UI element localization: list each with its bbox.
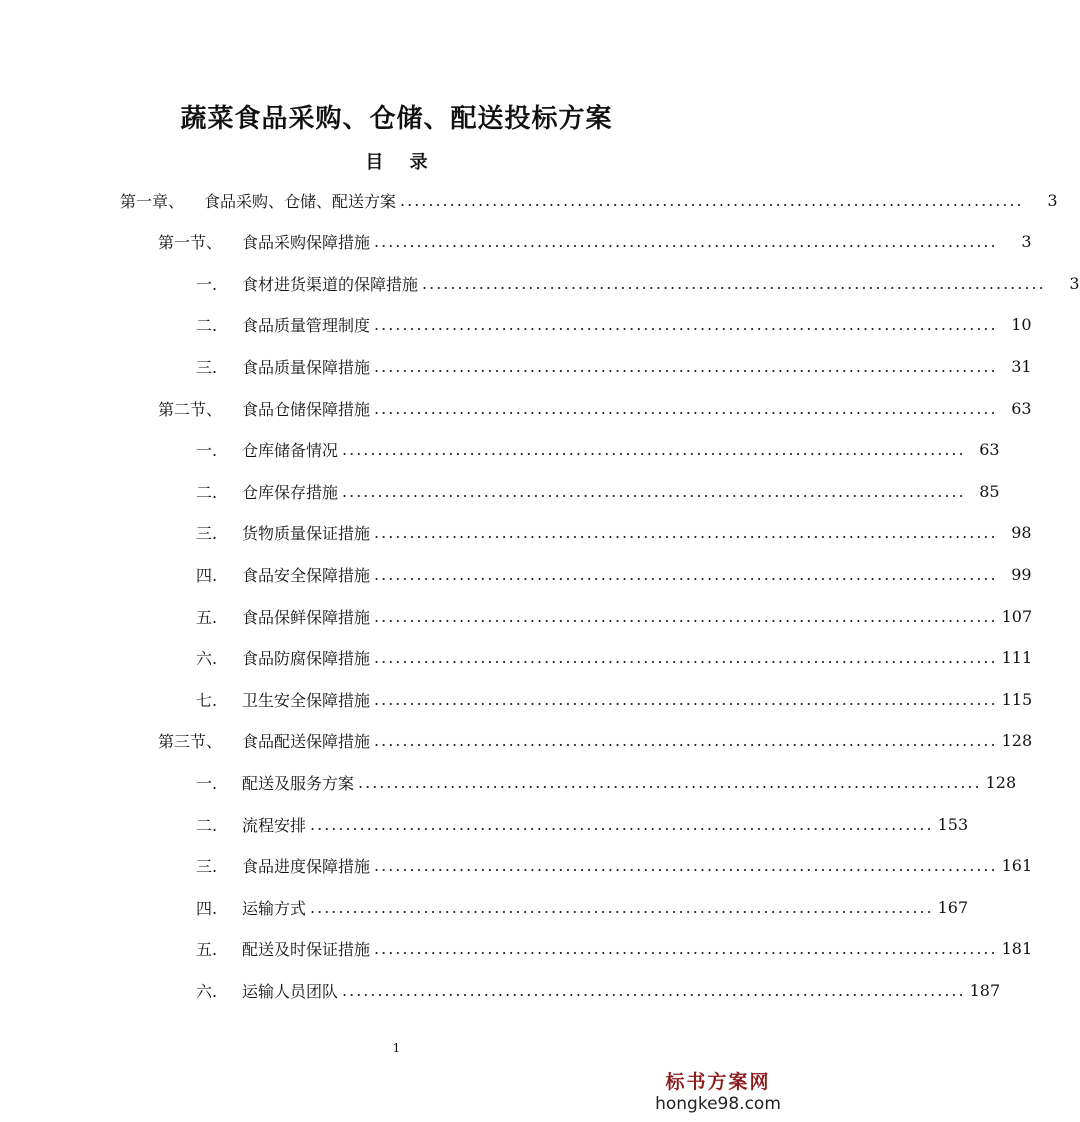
toc-entry-page: 3 (1021, 232, 1032, 252)
document-title: 蔬菜食品采购、仓储、配送投标方案 (180, 104, 613, 134)
toc-leader-dots: ........................................................................................ (342, 481, 966, 501)
toc-entry-label: 货物质量保证措施 (242, 524, 371, 544)
toc-leader-dots: ........................................................................................ (374, 648, 998, 668)
toc-entry-label: 食材进货渠道的保障措施 (242, 274, 419, 294)
toc-entry-label: 食品配送保障措施 (242, 732, 371, 752)
toc-entry-label: 仓库保存措施 (242, 482, 339, 502)
toc-entry-item[interactable] (196, 809, 969, 839)
toc-entry-page: 128 (1001, 731, 1033, 751)
toc-entry-item[interactable] (196, 268, 1080, 298)
toc-entry-item[interactable] (196, 476, 1000, 506)
toc-entry-number: 二. (196, 316, 218, 336)
toc-entry-page: 63 (1011, 398, 1032, 418)
toc-entry-item[interactable] (196, 518, 1032, 548)
site-watermark (653, 1067, 783, 1114)
toc-entry-label: 食品质量保障措施 (242, 357, 371, 377)
toc-entry-item[interactable] (196, 310, 1032, 340)
toc-entry-label: 流程安排 (242, 815, 307, 835)
toc-leader-dots: ........................................................................................ (374, 564, 998, 584)
toc-leader-dots: ........................................................................................ (374, 606, 998, 626)
toc-leader-dots: ........................................................................................ (358, 772, 982, 792)
toc-leader-dots: ........................................................................................ (310, 814, 934, 834)
toc-heading: 目 录 (365, 152, 428, 173)
toc-entry-page: 99 (1011, 564, 1032, 584)
toc-entry-page: 107 (1001, 606, 1033, 626)
toc-entry-label: 食品采购保障措施 (242, 233, 371, 253)
toc-leader-dots: ........................................................................................ (374, 689, 998, 709)
toc-entry-page: 3 (1069, 273, 1080, 293)
toc-entry-item[interactable] (196, 643, 1033, 673)
toc-entry-page: 161 (1001, 856, 1033, 876)
toc-entry-number: 七. (196, 690, 218, 710)
toc-entry-item[interactable] (196, 559, 1032, 589)
toc-leader-dots: ........................................................................................ (342, 440, 966, 460)
toc-leader-dots: ........................................................................................ (374, 398, 998, 418)
toc-entry-label: 食品保鲜保障措施 (242, 607, 371, 627)
toc-entry-page: 128 (985, 772, 1017, 792)
toc-entry-number: 二. (196, 815, 218, 835)
toc-entry-number: 六. (196, 649, 218, 669)
toc-entry-item[interactable] (196, 975, 1001, 1005)
toc-leader-dots: ........................................................................................ (374, 731, 998, 751)
toc-entry-number: 一. (196, 773, 218, 793)
toc-entry-number: 三. (196, 857, 218, 877)
toc-entry-chapter-1[interactable] (120, 185, 1058, 215)
toc-entry-page: 31 (1011, 356, 1032, 376)
toc-entry-page: 115 (1001, 689, 1033, 709)
toc-entry-number: 五. (196, 940, 218, 960)
toc-leader-dots: ........................................................................................ (374, 356, 998, 376)
toc-entry-label: 食品进度保障措施 (242, 857, 371, 877)
toc-entry-label: 卫生安全保障措施 (242, 690, 371, 710)
toc-entry-label: 食品质量管理制度 (242, 316, 371, 336)
toc-leader-dots: ........................................................................................ (422, 273, 1046, 293)
toc-entry-page: 98 (1011, 523, 1032, 543)
toc-entry-label: 食品防腐保障措施 (242, 649, 371, 669)
toc-entry-item[interactable] (196, 934, 1033, 964)
toc-entry-item[interactable] (196, 892, 969, 922)
toc-entry-label: 食品仓储保障措施 (242, 399, 371, 419)
toc-entry-number: 四. (196, 565, 218, 585)
toc-entry-item[interactable] (196, 767, 1017, 797)
toc-entry-item[interactable] (196, 601, 1033, 631)
toc-leader-dots: ........................................................................................ (374, 232, 998, 252)
toc-entry-page: 10 (1011, 315, 1032, 335)
toc-entry-label: 运输人员团队 (242, 981, 339, 1001)
toc-leader-dots: ........................................................................................ (310, 897, 934, 917)
toc-entry-page: 85 (979, 481, 1000, 501)
toc-entry-label: 食品安全保障措施 (242, 565, 371, 585)
toc-entry-number: 三. (196, 357, 218, 377)
toc-leader-dots: ........................................................................................ (374, 939, 998, 959)
toc-entry-number: 四. (196, 898, 218, 918)
toc-entry-number: 一. (196, 274, 218, 294)
toc-entry-page: 153 (937, 814, 969, 834)
toc-entry-number: 五. (196, 607, 218, 627)
toc-entry-page: 3 (1047, 190, 1058, 210)
toc-entry-label: 配送及时保证措施 (242, 940, 371, 960)
toc-entry-number: 第三节、 (158, 732, 223, 752)
toc-entry-page: 187 (969, 980, 1001, 1000)
toc-entry-page: 63 (979, 440, 1000, 460)
page-number: 1 (392, 1041, 401, 1055)
toc-entry-label: 配送及服务方案 (242, 773, 355, 793)
toc-entry-label: 食品采购、仓储、配送方案 (204, 191, 397, 211)
toc-entry-page: 167 (937, 897, 969, 917)
toc-entry-number: 六. (196, 981, 218, 1001)
toc-entry-number: 一. (196, 441, 218, 461)
toc-entry-item[interactable] (196, 684, 1033, 714)
toc-entry-number: 第一节、 (158, 233, 223, 253)
toc-entry-item[interactable] (196, 851, 1033, 881)
toc-entry-number: 第一章、 (120, 191, 185, 211)
toc-leader-dots: ........................................................................................ (374, 523, 998, 543)
watermark-domain: hongke98.com (655, 1094, 781, 1114)
toc-leader-dots: ........................................................................................ (374, 315, 998, 335)
toc-entry-page: 181 (1001, 939, 1033, 959)
toc-entry-item[interactable] (196, 435, 1000, 465)
toc-leader-dots: ........................................................................................ (374, 856, 998, 876)
toc-entry-number: 二. (196, 482, 218, 502)
toc-entry-section[interactable] (158, 726, 1033, 756)
toc-leader-dots: ........................................................................................ (342, 980, 966, 1000)
toc-entry-section[interactable] (158, 227, 1032, 257)
toc-entry-section[interactable] (158, 393, 1032, 423)
toc-entry-item[interactable] (196, 351, 1032, 381)
toc-entry-label: 仓库储备情况 (242, 441, 339, 461)
toc-entry-number: 第二节、 (158, 399, 223, 419)
toc-leader-dots: ........................................................................................ (400, 190, 1024, 210)
watermark-title: 标书方案网 (665, 1071, 771, 1093)
toc-entry-number: 三. (196, 524, 218, 544)
toc-entry-label: 运输方式 (242, 898, 307, 918)
toc-entry-page: 111 (1001, 648, 1033, 668)
